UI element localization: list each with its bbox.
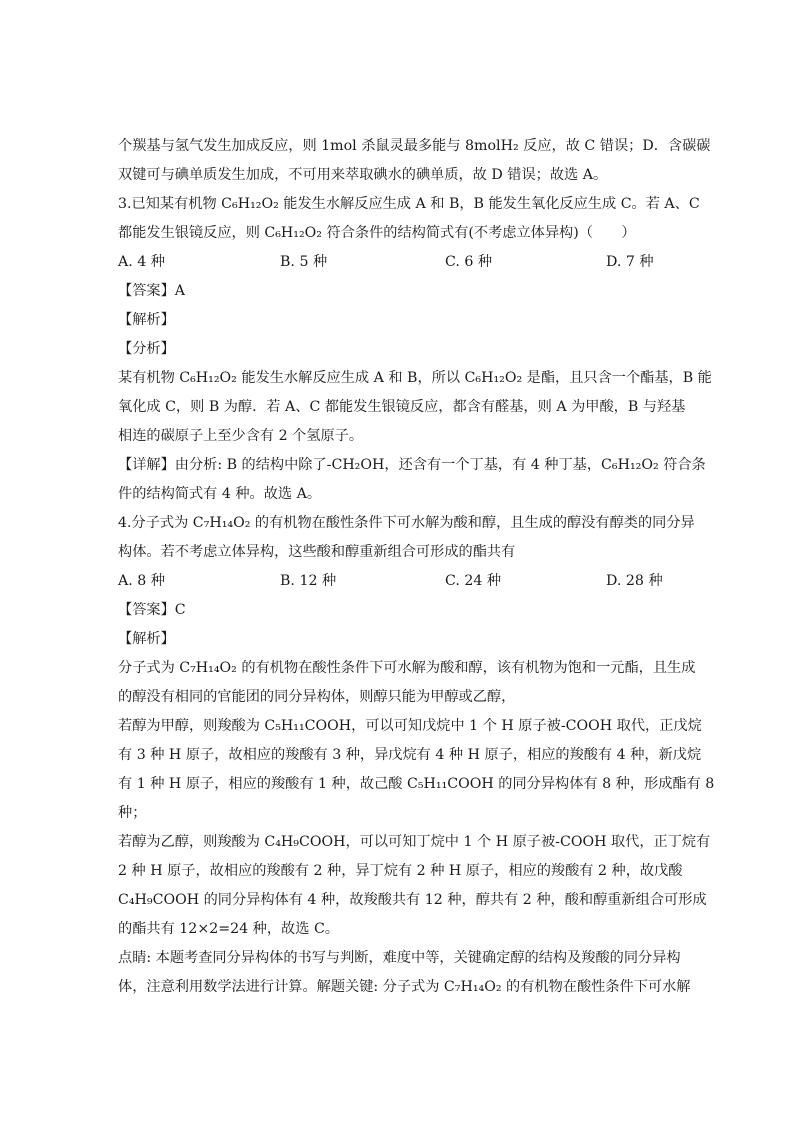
option-a: A. 4 种	[118, 254, 165, 270]
question-3-line: 都能发生银镜反应，则 C₆H₁₂O₂ 符合条件的结构简式有(不考虑立体异构)（ ）	[118, 225, 636, 241]
question-3-options	[118, 252, 678, 272]
text-line: 有 1 种 H 原子，相应的羧酸有 1 种，故己酸 C₅H₁₁COOH 的同分异构体有 8 种，形成酯有 8	[118, 776, 715, 792]
question-4-line: 4.分子式为 C₇H₁₄O₂ 的有机物在酸性条件下可水解为酸和醇，且生成的醇没有醇类的同分异	[118, 515, 695, 531]
question-4-line: 构体。若不考虑立体异构，这些酸和醇重新组合可形成的酯共有	[118, 544, 516, 560]
text-line: C₄H₉COOH 的同分异构体有 4 种，故羧酸共有 12 种，醇共有 2 种，酸和醇重新组合可形成	[118, 892, 707, 908]
text-line: 的醇没有相同的官能团的同分异构体，则醇只能为甲醇或乙醇，	[118, 689, 516, 705]
text-line: 若醇为甲醇，则羧酸为 C₅H₁₁COOH，可以可知戊烷中 1 个 H 原子被-COOH 取代，正戊烷	[118, 718, 702, 734]
text-line: 氧化成 C，则 B 为醇．若 A、C 都能发生银镜反应，都含有醛基，则 A 为甲酸，B 与羟基	[118, 399, 686, 415]
option-c: C. 6 种	[445, 254, 493, 270]
answer-label: 【答案】A	[118, 283, 185, 299]
option-b: B. 5 种	[280, 254, 328, 270]
question-4-options	[118, 571, 678, 591]
option-c: C. 24 种	[445, 573, 502, 589]
text-line: 分子式为 C₇H₁₄O₂ 的有机物在酸性条件下可水解为酸和醇，该有机物为饱和一元酯，且生成	[118, 660, 696, 676]
text-line: 某有机物 C₆H₁₂O₂ 能发生水解反应生成 A 和 B，所以 C₆H₁₂O₂ 是酯，且只含一个酯基，B 能	[118, 370, 712, 386]
answer-label: 【答案】C	[118, 602, 186, 618]
note-line: 点睛: 本题考查同分异构体的书写与判断，难度中等，关键确定醇的结构及羧酸的同分异构	[118, 950, 681, 966]
question-3-line: 3.已知某有机物 C₆H₁₂O₂ 能发生水解反应生成 A 和 B，B 能发生氧化反应生成 C。若 A、C	[118, 196, 700, 212]
option-d: D. 7 种	[606, 254, 654, 270]
analysis-label: 【解析】	[118, 312, 175, 328]
option-a: A. 8 种	[118, 573, 165, 589]
text-line: 有 3 种 H 原子，故相应的羧酸有 3 种，异戊烷有 4 种 H 原子，相应的羧酸有 4 种，新戊烷	[118, 747, 702, 763]
text-line: 个羰基与氢气发生加成反应，则 1mol 杀鼠灵最多能与 8molH₂ 反应，故 C 错误；D．含碳碳	[118, 138, 711, 154]
text-line: 的酯共有 12×2=24 种，故选 C。	[118, 921, 339, 937]
text-line: 2 种 H 原子，故相应的羧酸有 2 种，异丁烷有 2 种 H 原子，相应的羧酸有 2 种，故戊酸	[118, 863, 683, 879]
detail-line: 【详解】由分析: B 的结构中除了-CH₂OH，还含有一个丁基，有 4 种丁基，C₆H₁₂O₂ 符合条	[118, 457, 706, 473]
text-line: 种；	[118, 805, 147, 821]
note-line: 体，注意利用数学法进行计算。解题关键: 分子式为 C₇H₁₄O₂ 的有机物在酸性条件下可水解	[118, 979, 691, 995]
analysis-label: 【解析】	[118, 631, 175, 647]
option-b: B. 12 种	[280, 573, 337, 589]
analysis-section-label: 【分析】	[118, 341, 175, 357]
text-line: 若醇为乙醇，则羧酸为 C₄H₉COOH，可以可知丁烷中 1 个 H 原子被-COOH 取代，正丁烷有	[118, 834, 711, 850]
text-line: 相连的碳原子上至少含有 2 个氢原子。	[118, 428, 364, 444]
option-d: D. 28 种	[606, 573, 663, 589]
text-line: 双键可与碘单质发生加成，不可用来萃取碘水的碘单质，故 D 错误；故选 A。	[118, 167, 608, 183]
text-line: 件的结构简式有 4 种。故选 A。	[118, 486, 322, 502]
